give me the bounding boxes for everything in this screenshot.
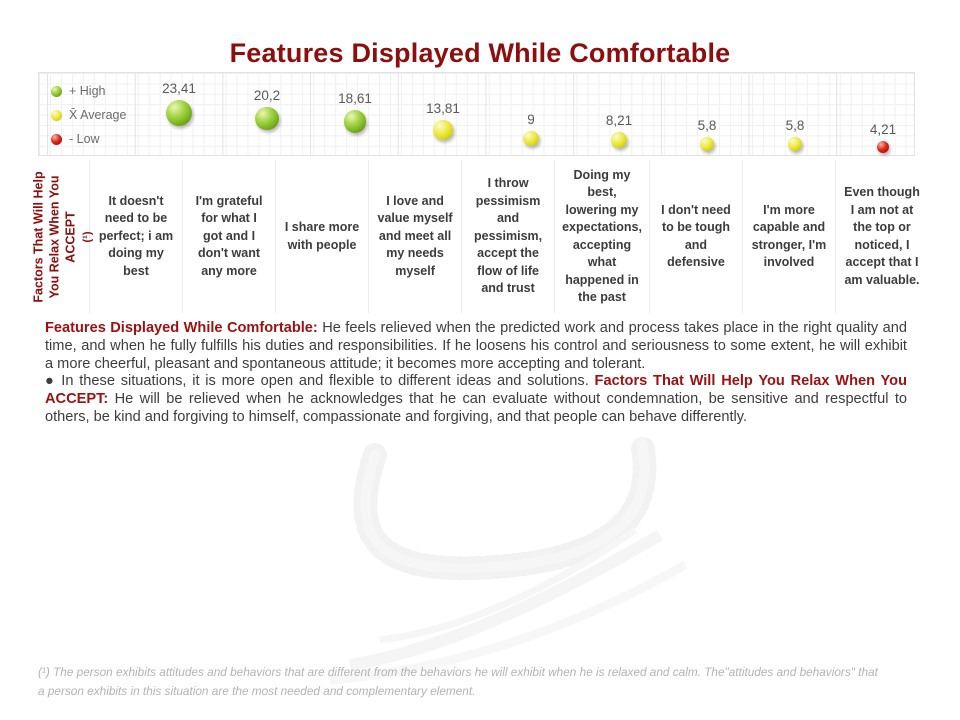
legend-label: - Low: [69, 132, 100, 146]
data-bubble: [166, 100, 192, 126]
legend-item-high: [51, 79, 126, 103]
page-title: Features Displayed While Comfortable: [229, 38, 731, 68]
average-bubble-icon: [51, 110, 62, 121]
bubble-chart: [38, 72, 915, 156]
data-bubble-value: 23,41: [162, 81, 196, 97]
factor-cell: [554, 160, 649, 313]
data-bubble-value: 13,81: [426, 101, 460, 117]
data-bubble-value: 5,8: [697, 118, 717, 134]
factor-text: Even though I am not at the top or noticed, I accept that I am valuable.: [844, 185, 920, 287]
factors-row-header-text: Factors That Will Help You Relax When You ACCEPT: [30, 170, 78, 303]
data-bubble: [611, 132, 626, 147]
data-bubble-value: 5,8: [785, 118, 805, 134]
factor-text: Doing my best, lowering my expectations, accepting what happened in the past: [562, 167, 642, 304]
factor-cell: [275, 160, 368, 313]
factor-cell: [835, 160, 928, 313]
factors-table: [30, 160, 928, 313]
watermark-ornament: [290, 415, 690, 685]
data-bubble-value: 8,21: [605, 113, 633, 129]
description-block: [45, 320, 907, 427]
legend-label: + High: [69, 84, 106, 98]
data-bubble: [523, 131, 539, 147]
factor-cell: [649, 160, 742, 313]
low-bubble-icon: [51, 134, 62, 145]
footnote-marker: (¹): [80, 231, 93, 242]
factor-cell: [182, 160, 275, 313]
data-bubble-value: 4,21: [869, 121, 897, 137]
factor-text: I'm grateful for what I got and I don't want any more: [195, 193, 263, 278]
data-bubble: [877, 141, 889, 153]
paragraph-accept: [45, 373, 907, 426]
factor-text: I love and value myself and meet all my needs myself: [377, 193, 453, 278]
paragraph-body: He will be relieved when he acknowledges that he can evaluate without condemnation, be sensitive and respectful to others, be kind and forgiving to himself, compassionate and forgiving, and that people can behave differently.: [45, 391, 907, 425]
data-bubble: [788, 137, 802, 151]
data-bubble: [700, 137, 714, 151]
legend-label: X̄ Average: [69, 108, 127, 122]
chart-legend: [51, 79, 126, 151]
footnote: (¹) The person exhibits attitudes and behaviors that are different from the behaviors he will exhibit when he is relaxed and calm. The"attitudes and behaviors" that a person exhibits in this situation are the most needed and complementary element.: [38, 665, 878, 699]
data-bubble-value: 18,61: [338, 91, 372, 107]
legend-item-low: [51, 127, 126, 151]
bullet-text: ● In these situations, it is more open and flexible to different ideas and solutions.: [45, 373, 595, 390]
factors-row-header: [30, 160, 93, 313]
factor-text: I'm more capable and stronger, I'm involved: [751, 202, 827, 269]
data-bubble: [433, 120, 452, 139]
paragraph-comfortable: [45, 320, 907, 373]
paragraph-lead: Features Displayed While Comfortable:: [45, 320, 318, 336]
data-bubble-value: 20,2: [253, 87, 281, 103]
factor-cell: [742, 160, 835, 313]
data-bubble: [344, 110, 367, 133]
data-bubble-value: 9: [527, 111, 535, 127]
factor-text: It doesn't need to be perfect; i am doing my best: [98, 193, 174, 278]
factor-cell: [89, 160, 182, 313]
factor-text: I share more with people: [284, 220, 360, 252]
factor-cell: [368, 160, 461, 313]
data-bubble: [255, 107, 279, 131]
factor-text: I don't need to be tough and defensive: [661, 202, 731, 269]
paragraph-lead: Factors That Will Help You Relax When You ACCEPT:: [45, 373, 907, 408]
factor-cell: [461, 160, 554, 313]
legend-item-average: [51, 103, 126, 127]
factor-text: I throw pessimism and pessimism, accept the flow of life and trust: [474, 176, 543, 296]
paragraph-body: He feels relieved when the predicted work and process takes place in the right quality and time, and when he fully fulfills his duties and responsibilities. If he loosens his control and seriousness to some extent, he will exhibit a more cheerful, pleasant and spontaneous attitude; it becomes more accepting and tolerant.: [45, 320, 907, 372]
high-bubble-icon: [51, 86, 62, 97]
